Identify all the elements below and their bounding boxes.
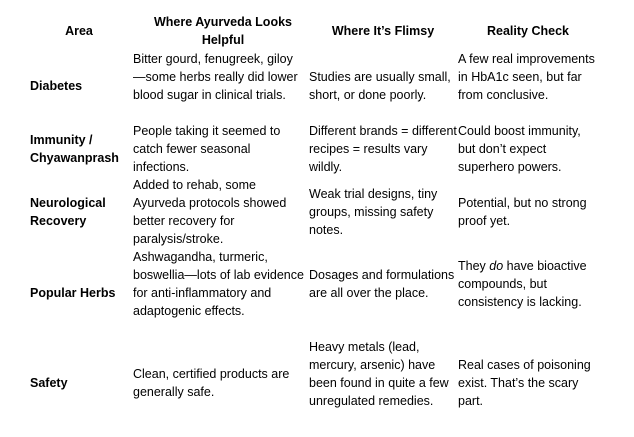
- row-flimsy: Different brands = different recipes = results vary wildly.: [309, 124, 457, 174]
- reality-text-start: They: [458, 259, 490, 273]
- row-reality-check: Could boost immunity, but don’t expect superhero powers.: [458, 124, 581, 174]
- header-looks-helpful: Where Ayurveda Looks Helpful: [153, 15, 292, 47]
- header-reality-check: Reality Check: [487, 24, 569, 38]
- row-area: Neurological Recovery: [30, 196, 106, 228]
- row-area: Immunity / Chyawanprash: [30, 133, 119, 165]
- row-reality-check: A few real improvements in HbA1c seen, but far from conclusive.: [458, 52, 595, 102]
- reality-text-end: have bioactive compounds, but consistency is lacking.: [458, 259, 587, 309]
- row-looks-helpful: Ashwagandha, turmeric, boswellia—lots of lab evidence for anti-inflammatory and adaptogenic effects.: [133, 250, 304, 318]
- row-reality-check: Real cases of poisoning exist. That’s the scary part.: [458, 358, 591, 408]
- row-looks-helpful: People taking it seemed to catch fewer seasonal infections.: [133, 124, 281, 174]
- row-looks-helpful: Clean, certified products are generally safe.: [133, 367, 290, 399]
- row-looks-helpful: Bitter gourd, fenugreek, giloy—some herbs really did lower blood sugar in clinical trials.: [133, 52, 298, 102]
- row-flimsy: Studies are usually small, short, or done poorly.: [309, 70, 451, 102]
- row-reality-check: Potential, but no strong proof yet.: [458, 196, 587, 228]
- row-looks-helpful: Added to rehab, some Ayurveda protocols showed better recovery for paralysis/stroke.: [133, 178, 287, 246]
- row-flimsy: Heavy metals (lead, mercury, arsenic) have been found in quite a few unregulated remedies.: [309, 340, 449, 408]
- row-flimsy: Weak trial designs, tiny groups, missing safety notes.: [309, 187, 438, 237]
- header-flimsy: Where It’s Flimsy: [331, 24, 435, 38]
- row-flimsy: Dosages and formulations are all over the place.: [309, 268, 455, 300]
- reality-emphasis: do: [489, 259, 504, 273]
- row-area: Safety: [30, 376, 68, 390]
- row-reality-check: [458, 257, 598, 311]
- row-area: Diabetes: [30, 79, 83, 93]
- row-area: Popular Herbs: [30, 286, 116, 300]
- header-area: Area: [65, 24, 93, 38]
